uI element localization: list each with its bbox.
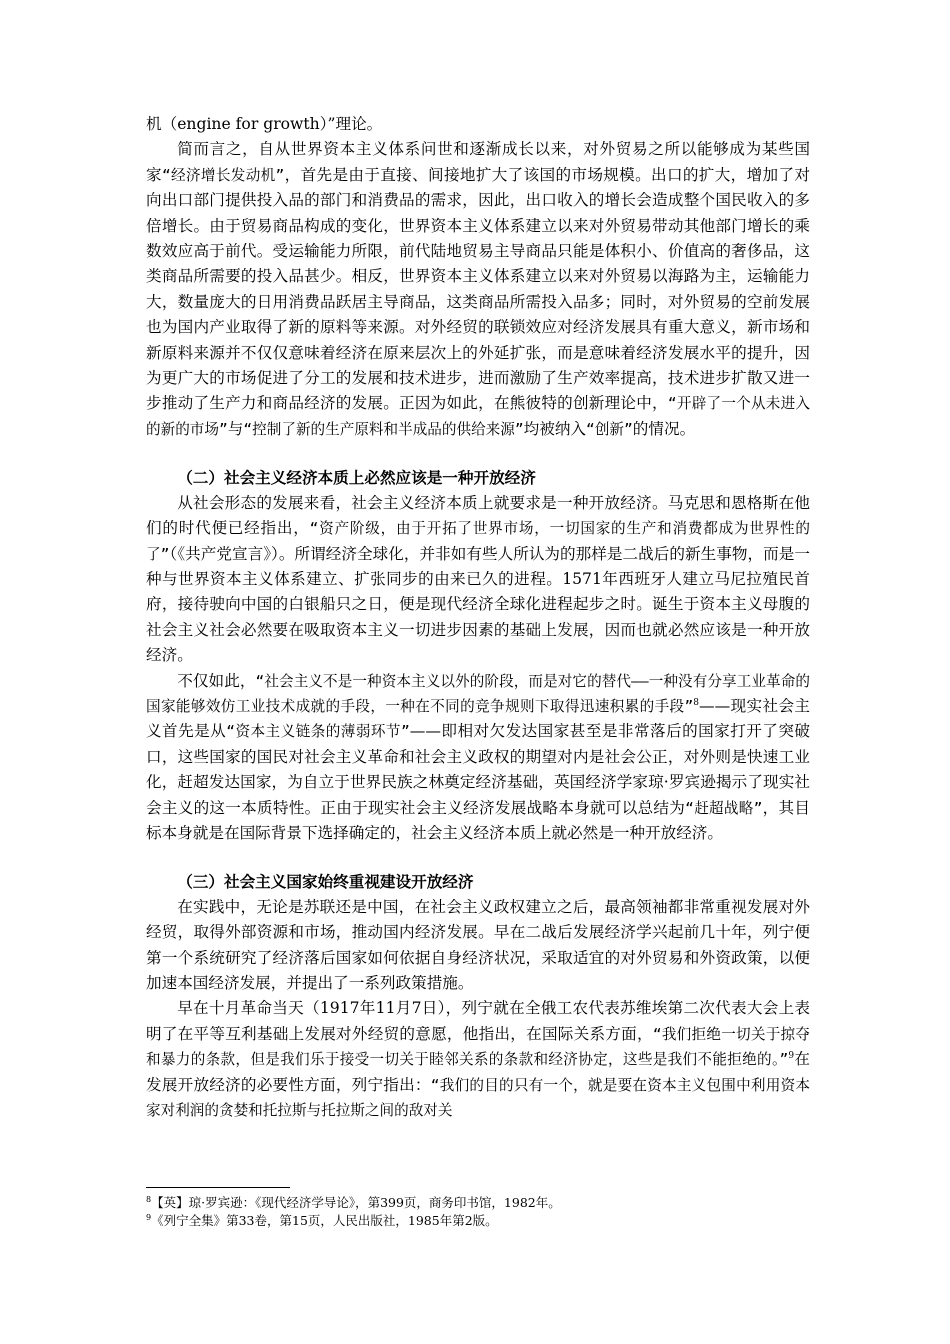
footnote-ref-8[interactable]: 8 — [693, 697, 700, 708]
paragraph-not-only: 不仅如此，“社会主义不是一种资本主义以外的阶段，而是对它的替代——一种没有分享工业革命的国家能够效仿工业技术成就的手段，一种在不同的竞争规则下取得迅速积累的手段”$^8$——现实社会主义首先是从“资本主义链条的薄弱环节”——即相对欠发达国家甚至是非常落后的国家打开了突破口，这些国家的国民对社会主义革命和社会主义政权的期望对内是社会公正，对外则是快速工业化，赶超发达国家，为自立于世界民族之林奠定经济基础，英国经济学家琼·罗宾逊揭示了现实社会主义的这一本质特性。正由于现实社会主义经济发展战略本身就可以总结为“赶超战略”，其目标本身就是在国际背景下选择确定的，社会主义经济本质上就必然是一种开放经济。 — [146, 671, 810, 842]
quote: “社会主义不是一种资本主义以外的阶段，而是对它的替代——一种没有分享工业革命的国家能够效仿工业技术成就的手段，一种在不同的竞争规则下取得迅速积累的手段” — [146, 672, 810, 715]
paragraph-practice: 在实践中，无论是苏联还是中国，在社会主义政权建立之后，最高领袖都非常重视发展对外经贸，取得外部资源和市场，推动国内经济发展。早在二战后发展经济学兴起前几十年，列宁便第一个系统研究了经济落后国家如何依据自身经济状况，采取适宜的对外贸易和外资政策，以便加速本国经济发展，并提出了一系列政策措施。 — [146, 897, 810, 992]
quote: “我们的目的只有一个，就是要在资本主义包围中利用资本家对利润的贪婪和托拉斯与托拉斯之间的敌对关 — [146, 1076, 810, 1120]
footnote-ref-9[interactable]: 9 — [788, 1051, 795, 1062]
quote: “控制了新的生产原料和半成品的供给来源” — [243, 420, 524, 438]
quote: “赶超战略” — [685, 799, 763, 817]
quote: “资本主义链条的薄弱环节” — [226, 723, 410, 741]
footnote-9: $^9$《列宁全集》第33卷，第15页，人民出版社，1985年第2版。 — [146, 1212, 498, 1228]
paragraph-summary: 简而言之，自从世界资本主义体系问世和逐渐成长以来，对外贸易之所以能够成为某些国家“经济增长发动机”，首先是由于直接、间接地扩大了该国的市场规模。出口的扩大，增加了对向出口部门提供投入品的部门和消费品的需求，因此，出口收入的增长会造成整个国民收入的多倍增长。由于贸易商品构成的变化，世界资本主义体系建立以来对外贸易带动其他部门增长的乘数效应高于前代。受运输能力所限，前代陆地贸易主导商品只能是体积小、价值高的奢侈品，这类商品所需要的投入品甚少。相反，世界资本主义体系建立以来对外贸易以海路为主，运输能力大，数量庞大的日用消费品跃居主导商品，这类商品所需投入品多；同时，对外贸易的空前发展也为国内产业取得了新的原料等来源。对外经贸的联锁效应对经济发展具有重大意义，新市场和新原料来源并不仅仅意味着经济在原来层次上的外延扩张，而是意味着经济发展水平的提升，因为更广大的市场促进了分工的发展和技术进步，进而激励了生产效率提高，技术进步扩散又进一步推动了生产力和商品经济的发展。正因为如此，在熊彼特的创新理论中，“开辟了一个从未进入的新的市场”与“控制了新的生产原料和半成品的供给来源”均被纳入“创新”的情况。 — [146, 140, 810, 438]
paragraph-social-form: 从社会形态的发展来看，社会主义经济本质上就要求是一种开放经济。马克思和恩格斯在他们的时代便已经指出，“资产阶级，由于开拓了世界市场，一切国家的生产和消费都成为世界性的了”（《共产党宣言》）。所谓经济全球化，并非如有些人所认为的那样是二战后的新生事物，而是一种与世界资本主义体系建立、扩张同步的由来已久的进程。1571年西班牙人建立马尼拉殖民首府，接待驶向中国的白银船只之日，便是现代经济全球化进程起步之时。诞生于资本主义母腹的社会主义社会必然要在吸取资本主义一切进步因素的基础上发展，因而也就必然应该是一种开放经济。 — [146, 493, 810, 665]
footnotes — [146, 1187, 810, 1230]
quote: “开辟了一个从未进入的新的市场” — [146, 395, 810, 438]
footnote-8: $^8$【英】琼·罗宾逊：《现代经济学导论》，第399页，商务印书馆，1982年。 — [146, 1194, 561, 1210]
section-heading-3: （三）社会主义国家始终重视建设开放经济 — [177, 872, 474, 892]
quote: “创新” — [586, 420, 633, 438]
paragraph-october-revolution: 早在十月革命当天（1917年11月7日），列宁就在全俄工农代表苏维埃第二次代表大会上表明了在平等互利基础上发展对外经贸的意愿，他指出，在国际关系方面，“我们拒绝一切关于掠夺和暴力的条款，但是我们乐于接受一切关于睦邻关系的条款和经济协定，这些是我们不能拒绝的。”$^9$在发展开放经济的必要性方面，列宁指出：“我们的目的只有一个，就是要在资本主义包围中利用资本家对利润的贪婪和托拉斯与托拉斯之间的敌对关 — [146, 999, 810, 1120]
document-body — [146, 112, 810, 1123]
quote: “经济增长发动机” — [161, 166, 285, 184]
section-heading-2: （二）社会主义经济本质上必然应该是一种开放经济 — [177, 468, 536, 488]
paragraph-continuation: 机（engine for growth）”理论。 — [146, 115, 383, 133]
quote: “我们拒绝一切关于掠夺和暴力的条款，但是我们乐于接受一切关于睦邻关系的条款和经济协定，这些是我们不能拒绝的。” — [146, 1025, 810, 1069]
quote: “资产阶级，由于开拓了世界市场，一切国家的生产和消费都成为世界性的了” — [146, 520, 810, 563]
footnote-divider — [146, 1187, 290, 1188]
